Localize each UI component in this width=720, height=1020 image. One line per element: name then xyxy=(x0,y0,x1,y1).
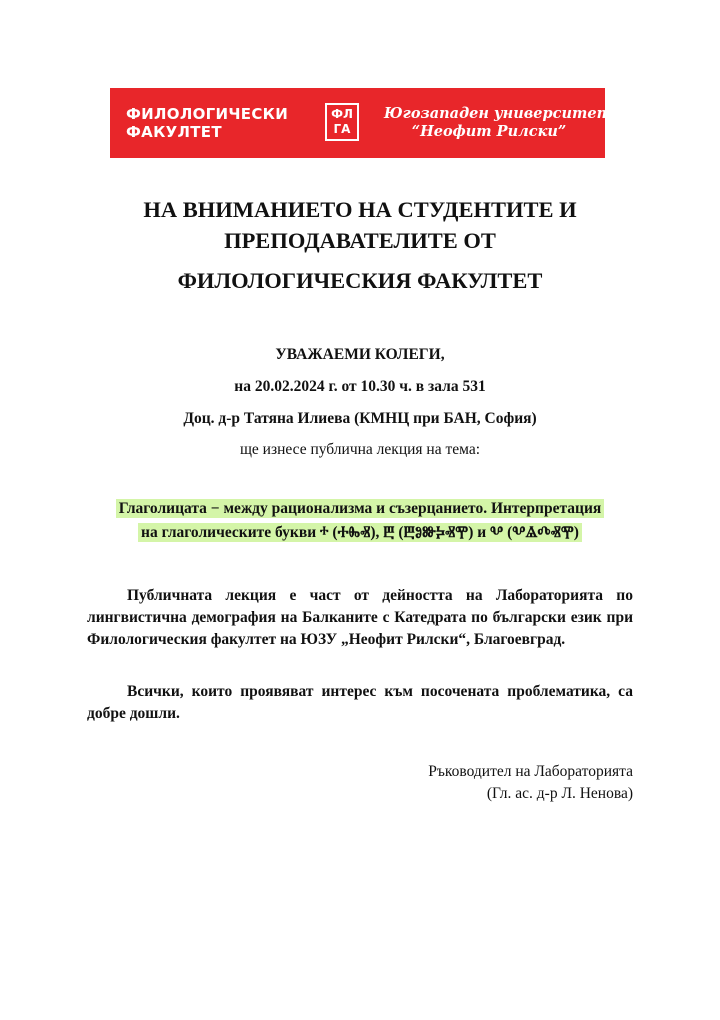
page-title-line1: НА ВНИМАНИЕТО НА СТУДЕНТИТЕ И xyxy=(143,197,577,222)
university-name-line1: Югозападен университет xyxy=(384,105,612,122)
university-name xyxy=(384,105,612,141)
signature-role: Ръководител на Лабораторията xyxy=(428,763,633,780)
lecture-topic-line1-text: Глаголицата − между рационализма и съзерцанието. Интерпретация xyxy=(116,499,605,518)
lecture-topic-line1 xyxy=(60,497,660,521)
lecture-topic-line2 xyxy=(60,521,660,545)
university-name-line2: “Неофит Рилски” xyxy=(411,123,567,140)
lecture-intro: ще изнесе публична лекция на тема: xyxy=(239,441,481,458)
page-title-line3: ФИЛОЛОГИЧЕСКИЯ ФАКУЛТЕТ xyxy=(177,268,543,293)
greeting: УВАЖАЕМИ КОЛЕГИ, xyxy=(275,346,445,363)
body-paragraph-1: Публичната лекция е част от дейността на Лабораторията по лингвистична демография на Балканите с Катедрата по български език при Филологическия факултет на ЮЗУ „Неофит Рилски“, Благоевград. xyxy=(87,587,633,648)
body-paragraph-2: Всички, които проявяват интерес към посочената проблематика, са добре дошли. xyxy=(87,683,633,722)
lecture-topic-line2-text: на глаголическите букви ⰰ (ⰀⰈⰟ), Ⰱ (ⰁⰑⰖⰍⰟⰉ) и Ⰲ (ⰂⰡⰄⰟⰉ) xyxy=(138,523,582,542)
faculty-name-line1: ФИЛОЛОГИЧЕСКИ xyxy=(126,105,289,123)
page-title-line2: ПРЕПОДАВАТЕЛИТЕ ОТ xyxy=(224,228,496,253)
faculty-logo-line2: ГА xyxy=(333,122,351,136)
faculty-name xyxy=(126,105,288,141)
faculty-logo xyxy=(325,103,359,141)
event-datetime: на 20.02.2024 г. от 10.30 ч. в зала 531 xyxy=(234,378,486,395)
faculty-name-line2: ФАКУЛТЕТ xyxy=(126,123,222,141)
header-banner xyxy=(110,88,612,158)
lecturer: Доц. д-р Татяна Илиева (КМНЦ при БАН, София) xyxy=(183,410,537,427)
faculty-logo-line1: ФЛ xyxy=(331,107,353,121)
signature-name: (Гл. ас. д-р Л. Ненова) xyxy=(486,785,633,802)
